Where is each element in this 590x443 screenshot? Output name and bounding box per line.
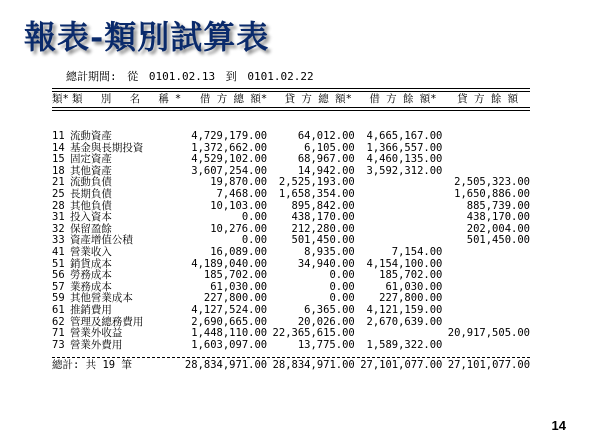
row-credit-balance — [442, 305, 530, 317]
table-row — [52, 235, 530, 247]
table-body — [52, 131, 530, 351]
table-row — [52, 131, 530, 143]
row-credit-total: 212,280.00 — [291, 222, 355, 235]
table-row — [52, 189, 530, 201]
row-credit-balance — [442, 154, 530, 166]
row-credit-total: 0.00 — [329, 269, 355, 282]
row-code: 18 — [52, 164, 65, 177]
row-credit-total: 895,842.00 — [291, 199, 355, 212]
row-debit-balance: 1,589,322.00 — [366, 338, 443, 351]
row-credit-balance — [442, 270, 530, 282]
row-debit-total: 0.00 — [241, 211, 268, 224]
period-from-word: 從 — [127, 70, 139, 83]
row-name: 其他營業成本 — [69, 292, 133, 305]
table-row — [52, 305, 530, 317]
row-debit-total: 1,372,662.00 — [191, 141, 268, 154]
trial-balance-report — [52, 88, 530, 372]
row-debit-total: 3,607,254.00 — [191, 164, 268, 177]
row-name: 營業外費用 — [69, 338, 123, 351]
row-debit-balance — [355, 328, 443, 340]
row-credit-total: 34,940.00 — [297, 257, 355, 270]
row-code: 61 — [52, 303, 65, 316]
row-credit-total: 20,026.00 — [297, 315, 355, 328]
report-period — [66, 68, 318, 84]
row-debit-balance: 1,366,557.00 — [366, 141, 443, 154]
row-code: 59 — [52, 292, 65, 305]
row-debit-balance: 3,592,312.00 — [366, 164, 443, 177]
row-code: 28 — [52, 199, 65, 212]
row-debit-total: 10,276.00 — [210, 222, 268, 235]
row-credit-total: 1,658,354.00 — [278, 187, 355, 200]
row-name: 固定資產 — [69, 153, 112, 166]
table-row — [52, 247, 530, 259]
row-code: 41 — [52, 245, 65, 258]
row-debit-balance: 2,670,639.00 — [366, 315, 443, 328]
slide-title: 報表-類別試算表 — [24, 18, 270, 56]
row-debit-total: 227,800.00 — [203, 292, 268, 305]
row-debit-balance: 4,665,167.00 — [366, 130, 443, 142]
row-name: 流動負債 — [69, 176, 112, 189]
total-debit-total: 28,834,971.00 — [184, 359, 268, 372]
table-row — [52, 293, 530, 305]
row-debit-balance — [355, 177, 443, 189]
row-debit-total: 185,702.00 — [203, 269, 268, 282]
row-debit-total: 7,468.00 — [216, 187, 268, 200]
row-credit-balance — [442, 293, 530, 305]
row-code: 11 — [52, 130, 65, 142]
row-credit-balance — [442, 143, 530, 155]
row-credit-total: 0.00 — [329, 280, 355, 293]
row-debit-total: 10,103.00 — [210, 199, 268, 212]
row-debit-balance — [355, 224, 443, 236]
row-debit-total: 61,030.00 — [210, 280, 268, 293]
period-from: 0101.02.13 — [148, 70, 216, 83]
row-credit-total: 22,365,615.00 — [272, 327, 355, 340]
row-credit-balance: 501,450.00 — [466, 234, 530, 247]
row-credit-balance — [442, 247, 530, 259]
header-debit-balance: 借 方 餘 額* — [369, 93, 437, 105]
row-debit-balance: 4,460,135.00 — [366, 153, 443, 166]
row-credit-total: 8,935.00 — [304, 245, 355, 258]
row-debit-total: 2,690,665.00 — [191, 315, 268, 328]
row-credit-total: 438,170.00 — [291, 211, 355, 224]
table-row — [52, 201, 530, 213]
table-row — [52, 270, 530, 282]
table-row — [52, 143, 530, 155]
row-debit-balance — [355, 212, 443, 224]
row-name: 其他資產 — [69, 164, 112, 177]
row-debit-balance — [355, 201, 443, 213]
row-debit-total: 19,870.00 — [210, 176, 268, 189]
row-name: 營業外收益 — [69, 327, 123, 340]
row-credit-balance: 2,505,323.00 — [454, 176, 530, 189]
row-debit-balance — [355, 189, 443, 201]
row-name: 推銷費用 — [69, 303, 112, 316]
table-header — [52, 92, 530, 107]
row-code: 71 — [52, 327, 65, 340]
row-name: 基金與長期投資 — [69, 141, 144, 154]
row-code: 32 — [52, 222, 65, 235]
header-credit-balance: 貸 方 餘 額 — [457, 93, 519, 105]
period-to-word: 到 — [225, 70, 237, 83]
row-code: 33 — [52, 234, 65, 247]
row-code: 31 — [52, 211, 65, 224]
header-code: 類* — [52, 93, 69, 105]
row-credit-balance — [442, 259, 530, 271]
row-credit-total: 0.00 — [329, 292, 355, 305]
row-credit-total: 13,775.00 — [297, 338, 355, 351]
row-code: 51 — [52, 257, 65, 270]
row-name: 長期負債 — [69, 187, 112, 200]
row-credit-total: 501,450.00 — [291, 234, 355, 247]
row-code: 25 — [52, 187, 65, 200]
row-credit-total: 14,942.00 — [297, 164, 355, 177]
row-debit-balance: 4,121,159.00 — [366, 303, 443, 316]
header-name: 類 別 名 稱* — [71, 93, 188, 105]
table-row — [52, 212, 530, 224]
row-debit-balance: 4,154,100.00 — [366, 257, 443, 270]
table-row — [52, 154, 530, 166]
row-credit-balance — [442, 282, 530, 294]
table-row — [52, 340, 530, 352]
table-row — [52, 328, 530, 340]
row-debit-balance: 227,800.00 — [379, 292, 443, 305]
row-debit-balance: 7,154.00 — [391, 245, 443, 258]
row-debit-total: 4,127,524.00 — [191, 303, 268, 316]
row-debit-total: 4,729,179.00 — [191, 130, 268, 142]
header-credit-total: 貸 方 總 額* — [284, 93, 352, 105]
table-row — [52, 259, 530, 271]
row-credit-total: 68,967.00 — [297, 153, 355, 166]
period-label: 總計期間: — [66, 70, 117, 83]
row-code: 62 — [52, 315, 65, 328]
row-credit-balance — [442, 131, 530, 143]
row-name: 流動資產 — [69, 130, 112, 142]
total-credit-balance: 27,101,077.00 — [447, 359, 531, 372]
header-debit-total: 借 方 總 額* — [199, 93, 268, 105]
row-name: 管理及總務費用 — [69, 315, 144, 328]
row-credit-total: 6,365.00 — [304, 303, 355, 316]
row-debit-total: 4,529,102.00 — [191, 153, 268, 166]
total-credit-total: 28,834,971.00 — [272, 359, 355, 372]
row-credit-total: 64,012.00 — [297, 130, 355, 142]
row-code: 14 — [52, 141, 65, 154]
row-debit-balance: 185,702.00 — [379, 269, 443, 282]
row-name: 勞務成本 — [69, 269, 112, 282]
total-debit-balance: 27,101,077.00 — [360, 359, 443, 372]
row-name: 其他負債 — [69, 199, 112, 212]
total-label: 總計: 共 19 筆 — [52, 359, 132, 372]
row-debit-total: 16,089.00 — [210, 245, 268, 258]
row-debit-balance: 61,030.00 — [385, 280, 443, 293]
row-name: 銷貨成本 — [69, 257, 112, 270]
period-to: 0101.02.22 — [247, 70, 314, 83]
row-debit-total: 1,448,110.00 — [191, 327, 268, 340]
row-name: 營業收入 — [69, 245, 112, 258]
page-number: 14 — [551, 418, 566, 433]
row-debit-total: 0.00 — [241, 234, 268, 247]
row-credit-balance: 438,170.00 — [466, 211, 530, 224]
row-code: 73 — [52, 338, 65, 351]
row-credit-total: 2,525,193.00 — [278, 176, 355, 189]
row-code: 56 — [52, 269, 65, 282]
row-credit-balance: 885,739.00 — [466, 199, 530, 212]
row-credit-balance: 202,004.00 — [466, 222, 530, 235]
row-code: 21 — [52, 176, 65, 189]
row-credit-balance: 1,650,886.00 — [454, 187, 530, 200]
row-name: 投入資本 — [69, 211, 112, 224]
row-name: 資產增值公積 — [69, 234, 133, 247]
row-code: 15 — [52, 153, 65, 166]
row-name: 業務成本 — [69, 280, 112, 293]
row-credit-total: 6,105.00 — [304, 141, 355, 154]
total-row — [52, 360, 530, 372]
row-debit-total: 1,603,097.00 — [191, 338, 268, 351]
row-code: 57 — [52, 280, 65, 293]
row-credit-balance — [442, 340, 530, 352]
row-name: 保留盈餘 — [69, 222, 112, 235]
row-credit-balance: 20,917,505.00 — [447, 327, 530, 340]
row-debit-total: 4,189,040.00 — [191, 257, 268, 270]
